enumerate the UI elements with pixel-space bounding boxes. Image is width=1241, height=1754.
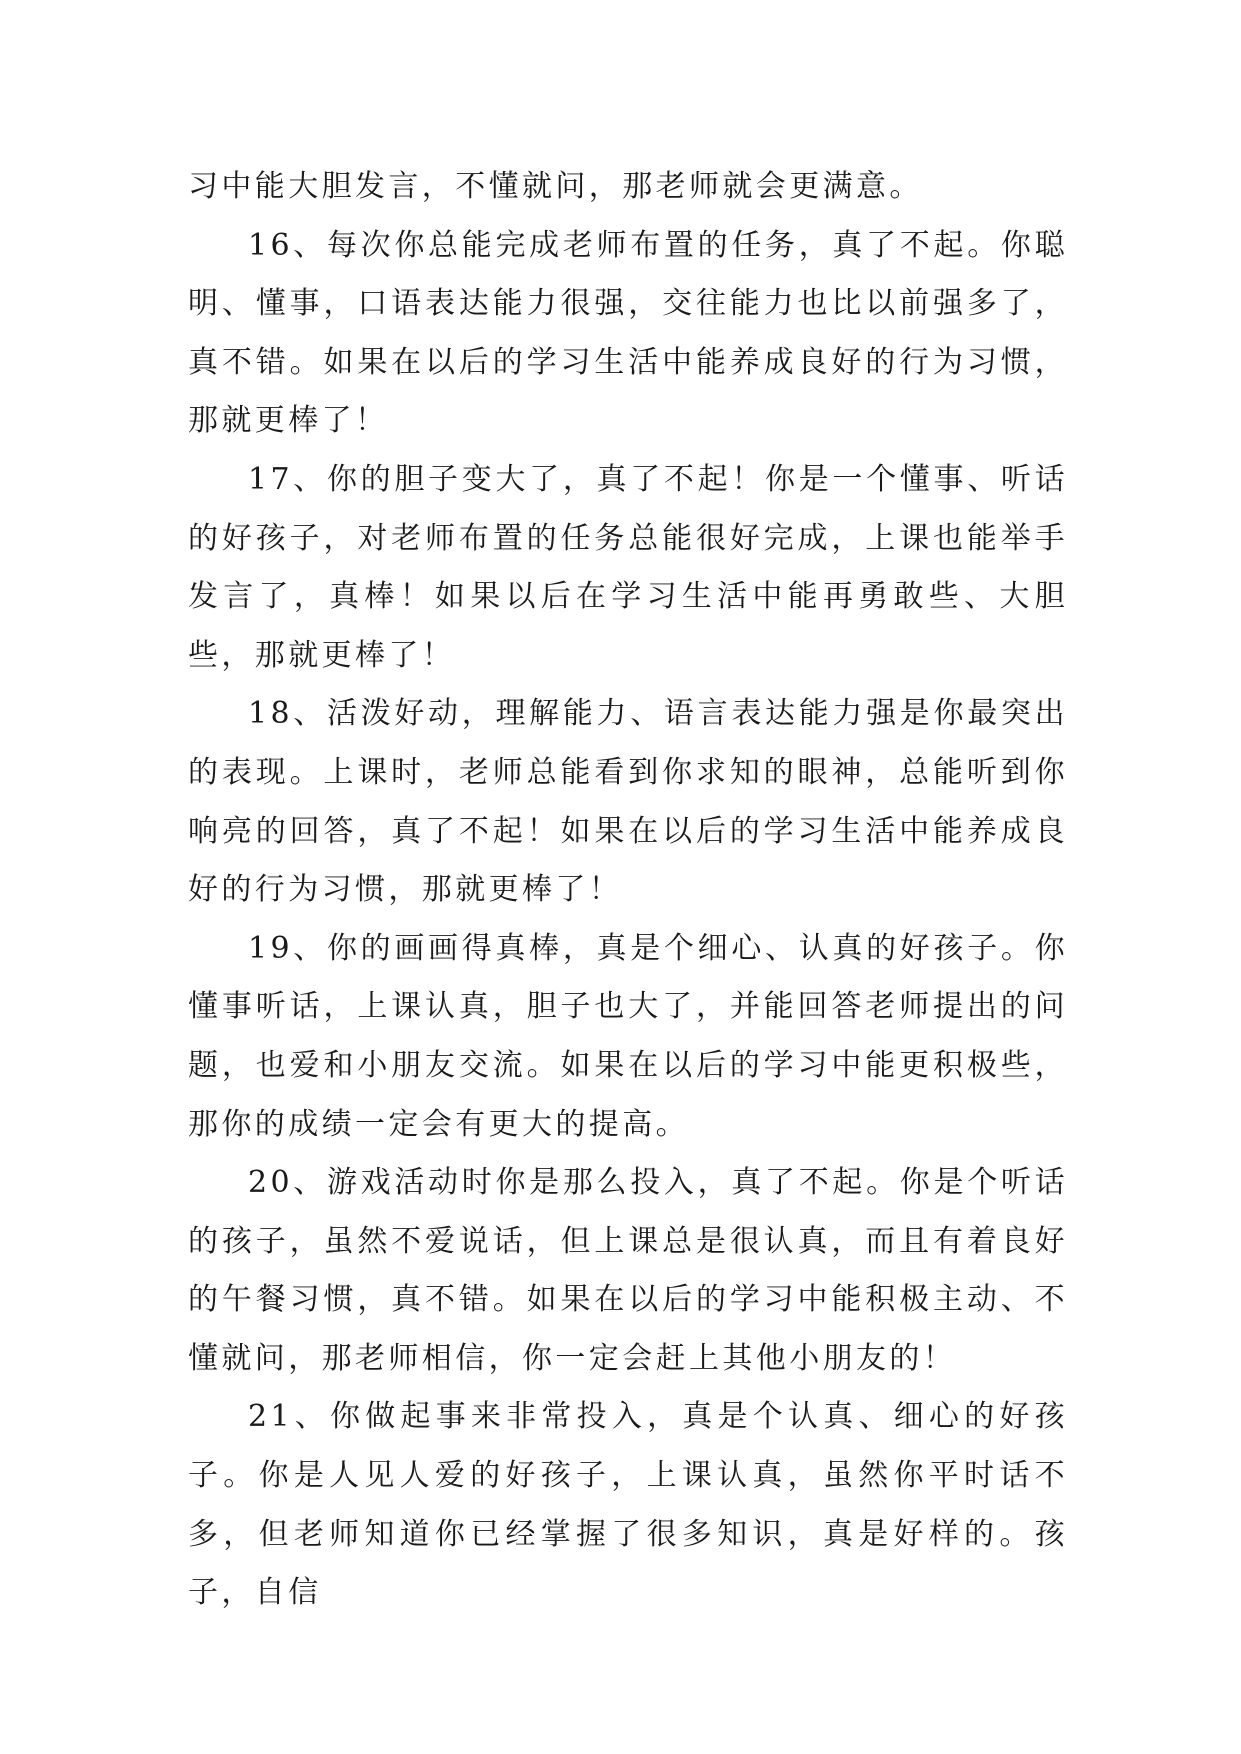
paragraph-19: 19、你的画画得真棒，真是个细心、认真的好孩子。你懂事听话，上课认真，胆子也大了，并能回答老师提出的问题，也爱和小朋友交流。如果在以后的学习中能更积极些，那你的成绩一定会有更大的提高。 [188, 930, 1068, 1142]
paragraph-continued: 习中能大胆发言，不懂就问，那老师就会更满意。 [188, 169, 923, 204]
paragraph-16: 16、每次你总能完成老师布置的任务，真了不起。你聪明、懂事，口语表达能力很强，交往能力也比以前强多了，真不错。如果在以后的学习生活中能养成良好的行为习惯，那就更棒了！ [188, 227, 1068, 439]
paragraph-20: 20、游戏活动时你是那么投入，真了不起。你是个听话的孩子，虽然不爱说话，但上课总是很认真，而且有着良好的午餐习惯，真不错。如果在以后的学习中能积极主动、不懂就问，那老师相信，你一定会赶上其他小朋友的！ [188, 1165, 1068, 1376]
paragraph-21: 21、你做起事来非常投入，真是个认真、细心的好孩子。你是人见人爱的好孩子，上课认真，虽然你平时话不多，但老师知道你已经掌握了很多知识，真是好样的。孩子，自信 [188, 1399, 1068, 1611]
paragraph-18: 18、活泼好动，理解能力、语言表达能力强是你最突出的表现。上课时，老师总能看到你求知的眼神，总能听到你响亮的回答，真了不起！如果在以后的学习生活中能养成良好的行为习惯，那就更棒了！ [188, 696, 1068, 908]
document-body [188, 158, 1068, 1623]
paragraph-17: 17、你的胆子变大了，真了不起！你是一个懂事、听话的好孩子，对老师布置的任务总能很好完成，上课也能举手发言了，真棒！如果以后在学习生活中能再勇敢些、大胆些，那就更棒了！ [188, 461, 1068, 673]
